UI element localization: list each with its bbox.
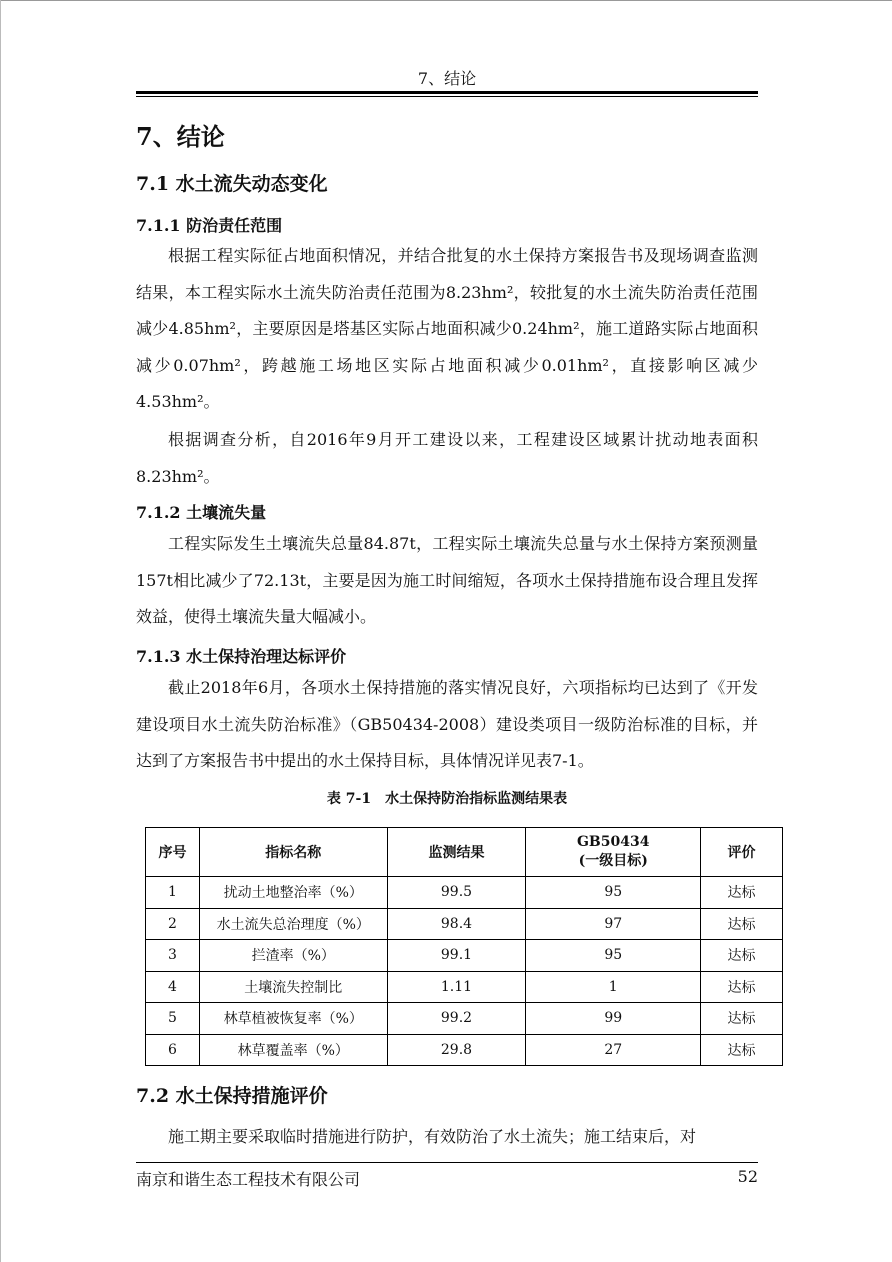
cell-target: 95 [526, 940, 701, 972]
section-7-1-1-paragraph-1: 根据工程实际征占地面积情况，并结合批复的水土保持方案报告书及现场调查监测结果，本工程实际水土流失防治责任范围为8.23hm²，较批复的水土流失防治责任范围减少4.85hm²，主要原因是塔基区实际占地面积减少0.24hm²，施工道路实际占地面积减少0.07hm²，跨越施工场地区实际占地面积减少0.01hm²，直接影响区减少4.53hm²。 [136, 246, 758, 411]
cell-seq: 4 [146, 971, 200, 1003]
cell-result: 29.8 [387, 1034, 526, 1066]
cell-target: 95 [526, 877, 701, 909]
table-row [146, 1034, 783, 1066]
footer-company: 南京和谐生态工程技术有限公司 [136, 1170, 361, 1189]
chapter-title: 7、结论 [136, 122, 225, 151]
page-number: 52 [737, 1167, 758, 1186]
cell-seq: 6 [146, 1034, 200, 1066]
header-rule-thick [136, 91, 758, 94]
cell-target: 1 [526, 971, 701, 1003]
table-row [146, 1003, 783, 1035]
cell-seq: 1 [146, 877, 200, 909]
cell-result: 99.2 [387, 1003, 526, 1035]
cell-evaluation: 达标 [701, 940, 783, 972]
cell-indicator-name: 拦渣率（%） [199, 940, 387, 972]
cell-result: 99.1 [387, 940, 526, 972]
cell-result: 1.11 [387, 971, 526, 1003]
cell-target: 97 [526, 908, 701, 940]
cell-seq: 3 [146, 940, 200, 972]
page-left-border [0, 0, 1, 1262]
cell-evaluation: 达标 [701, 877, 783, 909]
page-top-border [0, 0, 892, 1]
cell-indicator-name: 土壤流失控制比 [199, 971, 387, 1003]
cell-evaluation: 达标 [701, 908, 783, 940]
table-row [146, 877, 783, 909]
section-7-1-2-paragraph: 工程实际发生土壤流失总量84.87t，工程实际土壤流失总量与水土保持方案预测量157t相比减少了72.13t，主要是因为施工时间缩短，各项水土保持措施布设合理且发挥效益，使得土壤流失量大幅减小。 [136, 534, 758, 626]
cell-seq: 5 [146, 1003, 200, 1035]
cell-evaluation: 达标 [701, 1034, 783, 1066]
cell-indicator-name: 水土流失总治理度（%） [199, 908, 387, 940]
header-standard-line2: (一级目标) [578, 853, 648, 869]
cell-target: 99 [526, 1003, 701, 1035]
section-7-1-1-paragraph-2: 根据调查分析，自2016年9月开工建设以来，工程建设区域累计扰动地表面积8.23hm²。 [136, 430, 758, 486]
cell-evaluation: 达标 [701, 1003, 783, 1035]
section-7-1-3-title: 7.1.3 水土保持治理达标评价 [136, 647, 347, 666]
footer-rule [136, 1162, 758, 1163]
cell-target: 27 [526, 1034, 701, 1066]
section-7-2-title: 7.2 水土保持措施评价 [136, 1085, 328, 1107]
header-standard-line1: GB50434 [576, 834, 650, 850]
header-indicator-name: 指标名称 [199, 828, 387, 877]
cell-indicator-name: 林草植被恢复率（%） [199, 1003, 387, 1035]
cell-indicator-name: 林草覆盖率（%） [199, 1034, 387, 1066]
header-rule-thin [136, 96, 758, 97]
running-head: 7、结论 [417, 69, 477, 88]
section-7-2-paragraph: 施工期主要采取临时措施进行防护，有效防治了水土流失；施工结束后，对 [168, 1127, 697, 1146]
section-7-1-3-paragraph: 截止2018年6月，各项水土保持措施的落实情况良好，六项指标均已达到了《开发建设项目水土流失防治标准》（GB50434-2008）建设类项目一级防治标准的目标，并达到了方案报告书中提出的水土保持目标，具体情况详见表7-1。 [136, 678, 758, 770]
section-7-1-1-title: 7.1.1 防治责任范围 [136, 216, 283, 235]
cell-result: 99.5 [387, 877, 526, 909]
header-evaluation: 评价 [701, 828, 783, 877]
table-row [146, 908, 783, 940]
header-monitoring-result: 监测结果 [387, 828, 526, 877]
cell-seq: 2 [146, 908, 200, 940]
table-header-row [146, 828, 783, 877]
section-7-1-2-title: 7.1.2 土壤流失量 [136, 503, 267, 522]
table-row [146, 940, 783, 972]
table-row [146, 971, 783, 1003]
cell-indicator-name: 扰动土地整治率（%） [199, 877, 387, 909]
header-standard-target [526, 828, 701, 877]
table-caption: 表 7-1 水土保持防治指标监测结果表 [326, 791, 568, 807]
header-seq: 序号 [146, 828, 200, 877]
cell-evaluation: 达标 [701, 971, 783, 1003]
cell-result: 98.4 [387, 908, 526, 940]
section-7-1-title: 7.1 水土流失动态变化 [136, 173, 328, 195]
monitoring-results-table [145, 827, 783, 1066]
